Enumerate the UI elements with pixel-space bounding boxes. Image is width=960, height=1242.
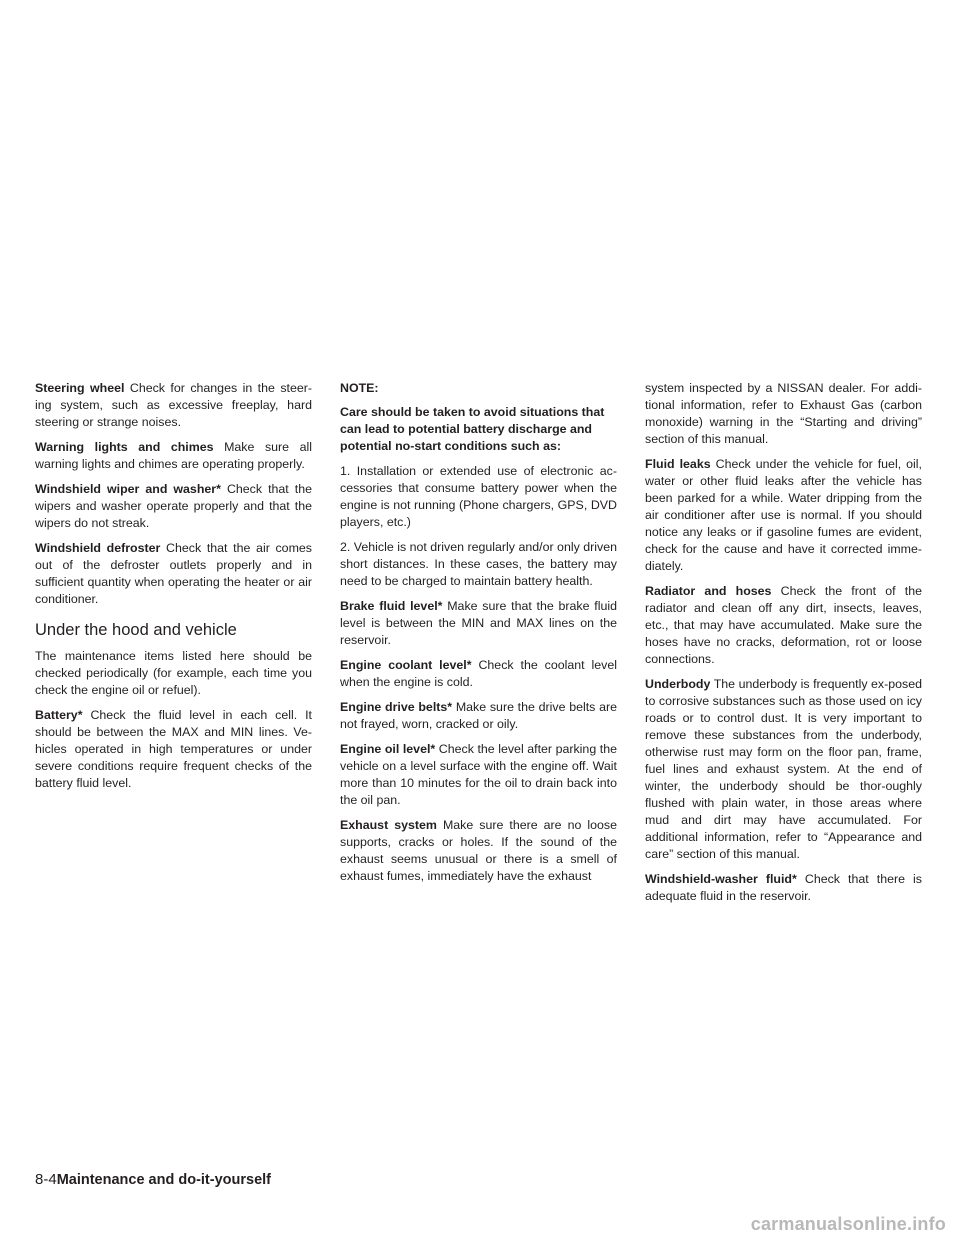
item-text: Make sure there are no loose supports, cracks or holes. If the sound of the exhaust seems unusual or there is a smell of exhaust fumes, immediately have the exhaust bbox=[340, 818, 618, 883]
item-text: Check the front of the radiator and clean off any dirt, insects, leaves, etc., that may have accumulated. Make sure the hoses have no cracks, deformation, rot or loose connections. bbox=[645, 584, 923, 666]
item-text: Check the level after parking the vehicle on a level surface with the engine off. Wait more than 10 minutes for the oil to drain back into the oil pan. bbox=[340, 742, 617, 807]
item-text: Check the coolant level when the engine is cold. bbox=[340, 658, 617, 689]
item-drive-belts bbox=[340, 699, 617, 733]
item-term: Fluid leaks bbox=[645, 457, 711, 471]
item-term: Battery* bbox=[35, 708, 83, 722]
column-middle bbox=[340, 380, 617, 893]
item-term: Brake fluid level* bbox=[340, 599, 443, 613]
section-heading: Under the hood and vehicle bbox=[35, 621, 237, 639]
item-term: Engine oil level* bbox=[340, 742, 436, 756]
item-term: Windshield wiper and washer* bbox=[35, 482, 221, 496]
item-term: Steering wheel bbox=[35, 381, 125, 395]
column-right bbox=[645, 380, 922, 913]
item-text: Check that the air comes out of the defroster outlets properly and in sufficient quantity when operating the heater or air conditioner. bbox=[35, 541, 312, 606]
page-number: 8-4 bbox=[35, 1171, 57, 1188]
item-term: Exhaust system bbox=[340, 818, 437, 832]
item-text: Check that the wipers and washer operate properly and that the wipers do not streak. bbox=[35, 482, 312, 530]
item-underbody bbox=[645, 676, 922, 863]
item-term: Windshield-washer fluid* bbox=[645, 872, 797, 886]
item-text: Make sure the drive belts are not frayed, worn, cracked or oily. bbox=[340, 700, 618, 731]
item-battery bbox=[35, 707, 312, 792]
item-term: Underbody bbox=[645, 677, 711, 691]
item-radiator-hoses bbox=[645, 583, 922, 668]
section-intro: The maintenance items listed here should be checked periodically (for example, each time you check the engine oil or refuel). bbox=[35, 649, 312, 697]
item-washer-fluid bbox=[645, 871, 922, 905]
item-warning-lights bbox=[35, 439, 312, 473]
item-term: Radiator and hoses bbox=[645, 584, 772, 598]
note-item-2: 2. Vehicle is not driven regularly and/or only driven short distances. In these cases, the battery may need to be charged to maintain battery health. bbox=[340, 540, 617, 588]
watermark: carmanualsonline.info bbox=[750, 1214, 946, 1234]
item-steering-wheel bbox=[35, 380, 312, 431]
item-text: Check under the vehicle for fuel, oil, water or other fluid leaks after the vehicle has been parked for a while. Water dripping from the air conditioner after use is normal. If you should notice any leaks or if gasoline fumes are evident, check for the cause and have it corrected imme-diately. bbox=[645, 457, 922, 573]
item-exhaust-system bbox=[340, 817, 617, 885]
item-engine-oil bbox=[340, 741, 617, 809]
item-term: Warning lights and chimes bbox=[35, 440, 214, 454]
item-term: Engine coolant level* bbox=[340, 658, 472, 672]
note-lead: Care should be taken to avoid situations that can lead to potential battery discharge and potential no-start conditions such as: bbox=[340, 405, 605, 453]
item-wiper-washer bbox=[35, 481, 312, 532]
column-left bbox=[35, 380, 312, 800]
item-text: Check the fluid level in each cell. It should be between the MAX and MIN lines. Ve-hicles operated in high temperatures or under severe conditions require frequent checks of the battery fluid level. bbox=[35, 708, 312, 790]
item-engine-coolant bbox=[340, 657, 617, 691]
chapter-title: Maintenance and do-it-yourself bbox=[56, 1172, 271, 1188]
item-text: Make sure all warning lights and chimes are operating properly. bbox=[35, 440, 312, 471]
exhaust-continuation: system inspected by a NISSAN dealer. For addi-tional information, refer to Exhaust Gas (carbon monoxide) warning in the “Starting and driving” section of this manual. bbox=[645, 381, 922, 446]
item-text: Make sure that the brake fluid level is between the MIN and MAX lines on the reservoir. bbox=[340, 599, 617, 647]
item-term: Windshield defroster bbox=[35, 541, 161, 555]
item-brake-fluid bbox=[340, 598, 617, 649]
item-defroster bbox=[35, 540, 312, 608]
page-footer bbox=[35, 1170, 271, 1190]
item-text: The underbody is frequently ex-posed to corrosive substances such as those used on icy roads or to control dust. It is very important to remove these substances from the underbody, otherwise rust may form on the floor pan, frame, fuel lines and exhaust system. At the end of winter, the underbody should be thor-oughly flushed with plain water, in those areas where mud and dirt may have accumulated. For additional information, refer to “Appearance and care” section of this manual. bbox=[645, 677, 923, 861]
item-text: Check for changes in the steer-ing system, such as excessive freeplay, hard steering or strange noises. bbox=[35, 381, 312, 429]
item-text: Check that there is adequate fluid in the reservoir. bbox=[645, 872, 922, 903]
note-item-1: 1. Installation or extended use of electronic ac-cessories that consume battery power when the engine is not running (Phone chargers, GPS, DVD players, etc.) bbox=[340, 464, 617, 529]
note-title: NOTE: bbox=[340, 381, 379, 395]
item-term: Engine drive belts* bbox=[340, 700, 453, 714]
item-fluid-leaks bbox=[645, 456, 922, 575]
